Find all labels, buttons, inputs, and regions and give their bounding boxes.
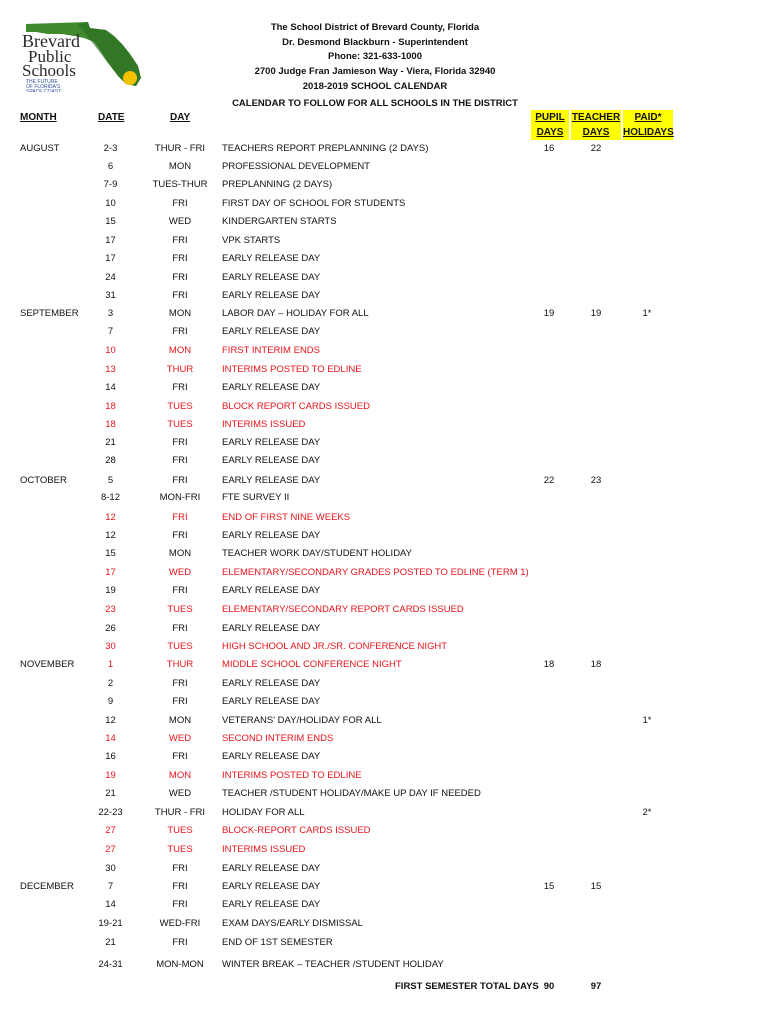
table-row <box>0 879 768 895</box>
row-pupil-days: 15 <box>543 881 555 892</box>
table-row <box>0 417 768 433</box>
row-event: EARLY RELEASE DAY <box>222 272 321 283</box>
row-pupil-days: 16 <box>543 143 555 154</box>
row-event: LABOR DAY – HOLIDAY FOR ALL <box>222 308 369 319</box>
row-teacher-days: 19 <box>590 308 602 319</box>
row-event: EARLY RELEASE DAY <box>222 437 321 448</box>
row-date: 17 <box>105 567 116 578</box>
svg-text:OF FLORIDA'S: OF FLORIDA'S <box>26 84 61 90</box>
row-day: THUR <box>166 364 194 375</box>
row-day: WED-FRI <box>159 918 201 929</box>
table-row <box>0 270 768 286</box>
row-event: EARLY RELEASE DAY <box>222 696 321 707</box>
row-day: FRI <box>172 272 188 283</box>
row-day: FRI <box>172 937 188 948</box>
row-day: FRI <box>172 290 188 301</box>
row-paid-holidays: 1* <box>642 715 652 726</box>
table-row <box>0 786 768 802</box>
row-day: FRI <box>172 585 188 596</box>
row-event: TEACHER /STUDENT HOLIDAY/MAKE UP DAY IF NEEDED <box>222 788 481 799</box>
table-row <box>0 453 768 469</box>
calendar-subtitle: CALENDAR TO FOLLOW FOR ALL SCHOOLS IN THE DISTRICT <box>232 98 518 109</box>
row-date: 9 <box>107 696 114 707</box>
row-event: INTERIMS POSTED TO EDLINE <box>222 770 362 781</box>
row-event: EARLY RELEASE DAY <box>222 326 321 337</box>
table-row <box>0 324 768 340</box>
row-event: VPK STARTS <box>222 235 281 246</box>
row-day: THUR - FRI <box>154 143 206 154</box>
row-date: 18 <box>105 419 116 430</box>
row-day: TUES <box>167 419 193 430</box>
row-date: 27 <box>105 825 116 836</box>
table-row <box>0 621 768 637</box>
row-teacher-days: 15 <box>590 881 602 892</box>
row-day: THUR <box>166 659 194 670</box>
table-row <box>0 380 768 396</box>
table-row <box>0 159 768 175</box>
row-event: MIDDLE SCHOOL CONFERENCE NIGHT <box>222 659 402 670</box>
row-date: 26 <box>105 623 116 634</box>
row-date: 2-3 <box>103 143 118 154</box>
table-row <box>0 805 768 821</box>
row-date: 18 <box>105 401 116 412</box>
row-event: PREPLANNING (2 DAYS) <box>222 179 333 190</box>
row-day: MON <box>168 548 192 559</box>
row-day: FRI <box>172 899 188 910</box>
table-row <box>0 490 768 506</box>
row-date: 22-23 <box>98 807 123 818</box>
row-day: FRI <box>172 530 188 541</box>
table-row <box>0 657 768 673</box>
row-day: FRI <box>172 623 188 634</box>
pupil-header-line2: DAYS <box>536 127 564 138</box>
row-day: WED <box>168 216 192 227</box>
row-date: 21 <box>105 437 116 448</box>
row-month: AUGUST <box>20 143 60 154</box>
row-event: KINDERGARTEN STARTS <box>222 216 337 227</box>
col-header-date: DATE <box>98 112 125 123</box>
row-event: END OF 1ST SEMESTER <box>222 937 333 948</box>
table-row <box>0 141 768 157</box>
row-day: FRI <box>172 475 188 486</box>
row-event: FTE SURVEY II <box>222 492 290 503</box>
table-row <box>0 823 768 839</box>
row-date: 19-21 <box>98 918 123 929</box>
row-day: FRI <box>172 678 188 689</box>
teacher-header-line1: TEACHER <box>571 112 621 123</box>
row-event: VETERANS' DAY/HOLIDAY FOR ALL <box>222 715 382 726</box>
row-date: 30 <box>105 863 116 874</box>
row-day: MON <box>168 308 192 319</box>
row-teacher-days: 22 <box>590 143 602 154</box>
svg-text:Brevard: Brevard <box>22 31 80 51</box>
table-row <box>0 731 768 747</box>
row-date: 14 <box>105 733 116 744</box>
row-paid-holidays: 2* <box>642 807 652 818</box>
row-date: 23 <box>105 604 116 615</box>
table-row <box>0 343 768 359</box>
row-event: HIGH SCHOOL AND JR./SR. CONFERENCE NIGHT <box>222 641 448 652</box>
row-date: 7-9 <box>103 179 118 190</box>
row-date: 19 <box>105 770 116 781</box>
row-day: FRI <box>172 696 188 707</box>
table-row <box>0 957 768 973</box>
row-date: 24 <box>105 272 116 283</box>
row-date: 8-12 <box>100 492 120 503</box>
table-row <box>0 565 768 581</box>
table-row <box>0 473 768 489</box>
row-day: MON <box>168 715 192 726</box>
row-event: TEACHERS REPORT PREPLANNING (2 DAYS) <box>222 143 429 154</box>
table-row <box>0 546 768 562</box>
row-event: EARLY RELEASE DAY <box>222 899 321 910</box>
row-date: 16 <box>105 751 116 762</box>
row-date: 21 <box>105 788 116 799</box>
row-day: FRI <box>172 326 188 337</box>
table-row <box>0 694 768 710</box>
table-row <box>0 639 768 655</box>
semester-total-teacher: 97 <box>590 981 602 992</box>
row-event: EARLY RELEASE DAY <box>222 881 321 892</box>
row-date: 30 <box>105 641 116 652</box>
row-date: 2 <box>107 678 114 689</box>
row-event: FIRST INTERIM ENDS <box>222 345 320 356</box>
row-date: 21 <box>105 937 116 948</box>
row-event: INTERIMS POSTED TO EDLINE <box>222 364 362 375</box>
semester-total-pupil: 90 <box>543 981 555 992</box>
row-day: FRI <box>172 863 188 874</box>
col-header-day: DAY <box>170 112 191 123</box>
row-date: 10 <box>105 198 116 209</box>
row-teacher-days: 18 <box>590 659 602 670</box>
row-event: EXAM DAYS/EARLY DISMISSAL <box>222 918 363 929</box>
table-row <box>0 233 768 249</box>
row-day: WED <box>168 733 192 744</box>
row-event: EARLY RELEASE DAY <box>222 585 321 596</box>
table-row <box>0 676 768 692</box>
row-date: 27 <box>105 844 116 855</box>
paid-header-line2: HOLIDAYS <box>623 127 674 138</box>
table-row <box>0 916 768 932</box>
superintendent-line: Dr. Desmond Blackburn - Superintendent <box>282 37 468 48</box>
row-event: ELEMENTARY/SECONDARY GRADES POSTED TO EDLINE (TERM 1) <box>222 567 529 578</box>
row-date: 15 <box>105 216 116 227</box>
row-month: SEPTEMBER <box>20 308 79 319</box>
row-paid-holidays: 1* <box>642 308 652 319</box>
row-pupil-days: 18 <box>543 659 555 670</box>
table-row <box>0 251 768 267</box>
row-day: MON-MON <box>156 959 204 970</box>
table-row <box>0 196 768 212</box>
row-day: FRI <box>172 253 188 264</box>
row-date: 14 <box>105 382 116 393</box>
table-row <box>0 399 768 415</box>
pupil-header-line1: PUPIL <box>535 112 565 123</box>
row-date: 6 <box>107 161 114 172</box>
table-row <box>0 861 768 877</box>
row-day: TUES <box>167 844 193 855</box>
row-date: 7 <box>107 326 114 337</box>
row-date: 1 <box>107 659 114 670</box>
row-event: EARLY RELEASE DAY <box>222 290 321 301</box>
row-date: 15 <box>105 548 116 559</box>
row-day: FRI <box>172 198 188 209</box>
row-date: 7 <box>107 881 114 892</box>
row-date: 12 <box>105 530 116 541</box>
row-day: TUES-THUR <box>152 179 208 190</box>
table-row <box>0 842 768 858</box>
row-event: BLOCK-REPORT CARDS ISSUED <box>222 825 371 836</box>
row-event: WINTER BREAK – TEACHER /STUDENT HOLIDAY <box>222 959 444 970</box>
row-pupil-days: 19 <box>543 308 555 319</box>
row-day: TUES <box>167 604 193 615</box>
address-line: 2700 Judge Fran Jamieson Way - Viera, Florida 32940 <box>254 66 496 77</box>
row-event: EARLY RELEASE DAY <box>222 530 321 541</box>
teacher-header-line2: DAYS <box>582 127 610 138</box>
col-header-month: MONTH <box>20 112 57 123</box>
table-row <box>0 177 768 193</box>
table-row <box>0 768 768 784</box>
row-date: 31 <box>105 290 116 301</box>
row-date: 5 <box>107 475 114 486</box>
row-event: TEACHER WORK DAY/STUDENT HOLIDAY <box>222 548 413 559</box>
table-row <box>0 713 768 729</box>
row-day: FRI <box>172 437 188 448</box>
row-date: 17 <box>105 235 116 246</box>
row-date: 28 <box>105 455 116 466</box>
table-row <box>0 306 768 322</box>
row-event: PROFESSIONAL DEVELOPMENT <box>222 161 370 172</box>
row-teacher-days: 23 <box>590 475 602 486</box>
row-event: ELEMENTARY/SECONDARY REPORT CARDS ISSUED <box>222 604 464 615</box>
calendar-title: 2018-2019 SCHOOL CALENDAR <box>302 81 448 92</box>
table-row <box>0 528 768 544</box>
table-row <box>0 288 768 304</box>
row-day: FRI <box>172 512 188 523</box>
row-pupil-days: 22 <box>543 475 555 486</box>
row-day: FRI <box>172 881 188 892</box>
row-event: EARLY RELEASE DAY <box>222 863 321 874</box>
row-date: 10 <box>105 345 116 356</box>
svg-text:SPACE COAST: SPACE COAST <box>26 89 62 92</box>
row-day: MON <box>168 345 192 356</box>
row-day: MON <box>168 770 192 781</box>
row-event: BLOCK REPORT CARDS ISSUED <box>222 401 370 412</box>
row-date: 12 <box>105 512 116 523</box>
row-day: FRI <box>172 455 188 466</box>
row-date: 14 <box>105 899 116 910</box>
row-event: INTERIMS ISSUED <box>222 844 306 855</box>
table-row <box>0 510 768 526</box>
table-row <box>0 749 768 765</box>
table-row <box>0 583 768 599</box>
row-month: OCTOBER <box>20 475 67 486</box>
row-date: 19 <box>105 585 116 596</box>
row-day: THUR - FRI <box>154 807 206 818</box>
row-event: SECOND INTERIM ENDS <box>222 733 334 744</box>
row-event: EARLY RELEASE DAY <box>222 623 321 634</box>
row-day: TUES <box>167 825 193 836</box>
row-date: 3 <box>107 308 114 319</box>
row-event: FIRST DAY OF SCHOOL FOR STUDENTS <box>222 198 406 209</box>
row-event: HOLIDAY FOR ALL <box>222 807 305 818</box>
row-month: DECEMBER <box>20 881 74 892</box>
phone-line: Phone: 321-633-1000 <box>328 51 422 62</box>
row-day: MON-FRI <box>159 492 201 503</box>
row-event: EARLY RELEASE DAY <box>222 678 321 689</box>
row-month: NOVEMBER <box>20 659 75 670</box>
row-event: END OF FIRST NINE WEEKS <box>222 512 351 523</box>
paid-header-line1: PAID* <box>634 112 662 123</box>
row-day: TUES <box>167 401 193 412</box>
row-date: 13 <box>105 364 116 375</box>
svg-text:THE FUTURE: THE FUTURE <box>26 79 58 85</box>
row-event: EARLY RELEASE DAY <box>222 475 321 486</box>
district-name: The School District of Brevard County, Florida <box>270 22 480 33</box>
row-day: WED <box>168 788 192 799</box>
semester-total-label: FIRST SEMESTER TOTAL DAYS <box>395 981 539 992</box>
table-row <box>0 362 768 378</box>
row-day: FRI <box>172 235 188 246</box>
row-event: EARLY RELEASE DAY <box>222 382 321 393</box>
row-date: 12 <box>105 715 116 726</box>
table-row <box>0 935 768 951</box>
table-row <box>0 602 768 618</box>
row-day: FRI <box>172 751 188 762</box>
row-date: 17 <box>105 253 116 264</box>
row-day: FRI <box>172 382 188 393</box>
table-row <box>0 435 768 451</box>
row-day: MON <box>168 161 192 172</box>
row-event: EARLY RELEASE DAY <box>222 455 321 466</box>
table-row <box>0 214 768 230</box>
row-day: WED <box>168 567 192 578</box>
row-event: EARLY RELEASE DAY <box>222 253 321 264</box>
row-event: INTERIMS ISSUED <box>222 419 306 430</box>
row-event: EARLY RELEASE DAY <box>222 751 321 762</box>
row-date: 24-31 <box>98 959 123 970</box>
svg-text:Schools: Schools <box>22 61 76 80</box>
table-row <box>0 897 768 913</box>
row-day: TUES <box>167 641 193 652</box>
svg-text:Public: Public <box>28 47 72 66</box>
